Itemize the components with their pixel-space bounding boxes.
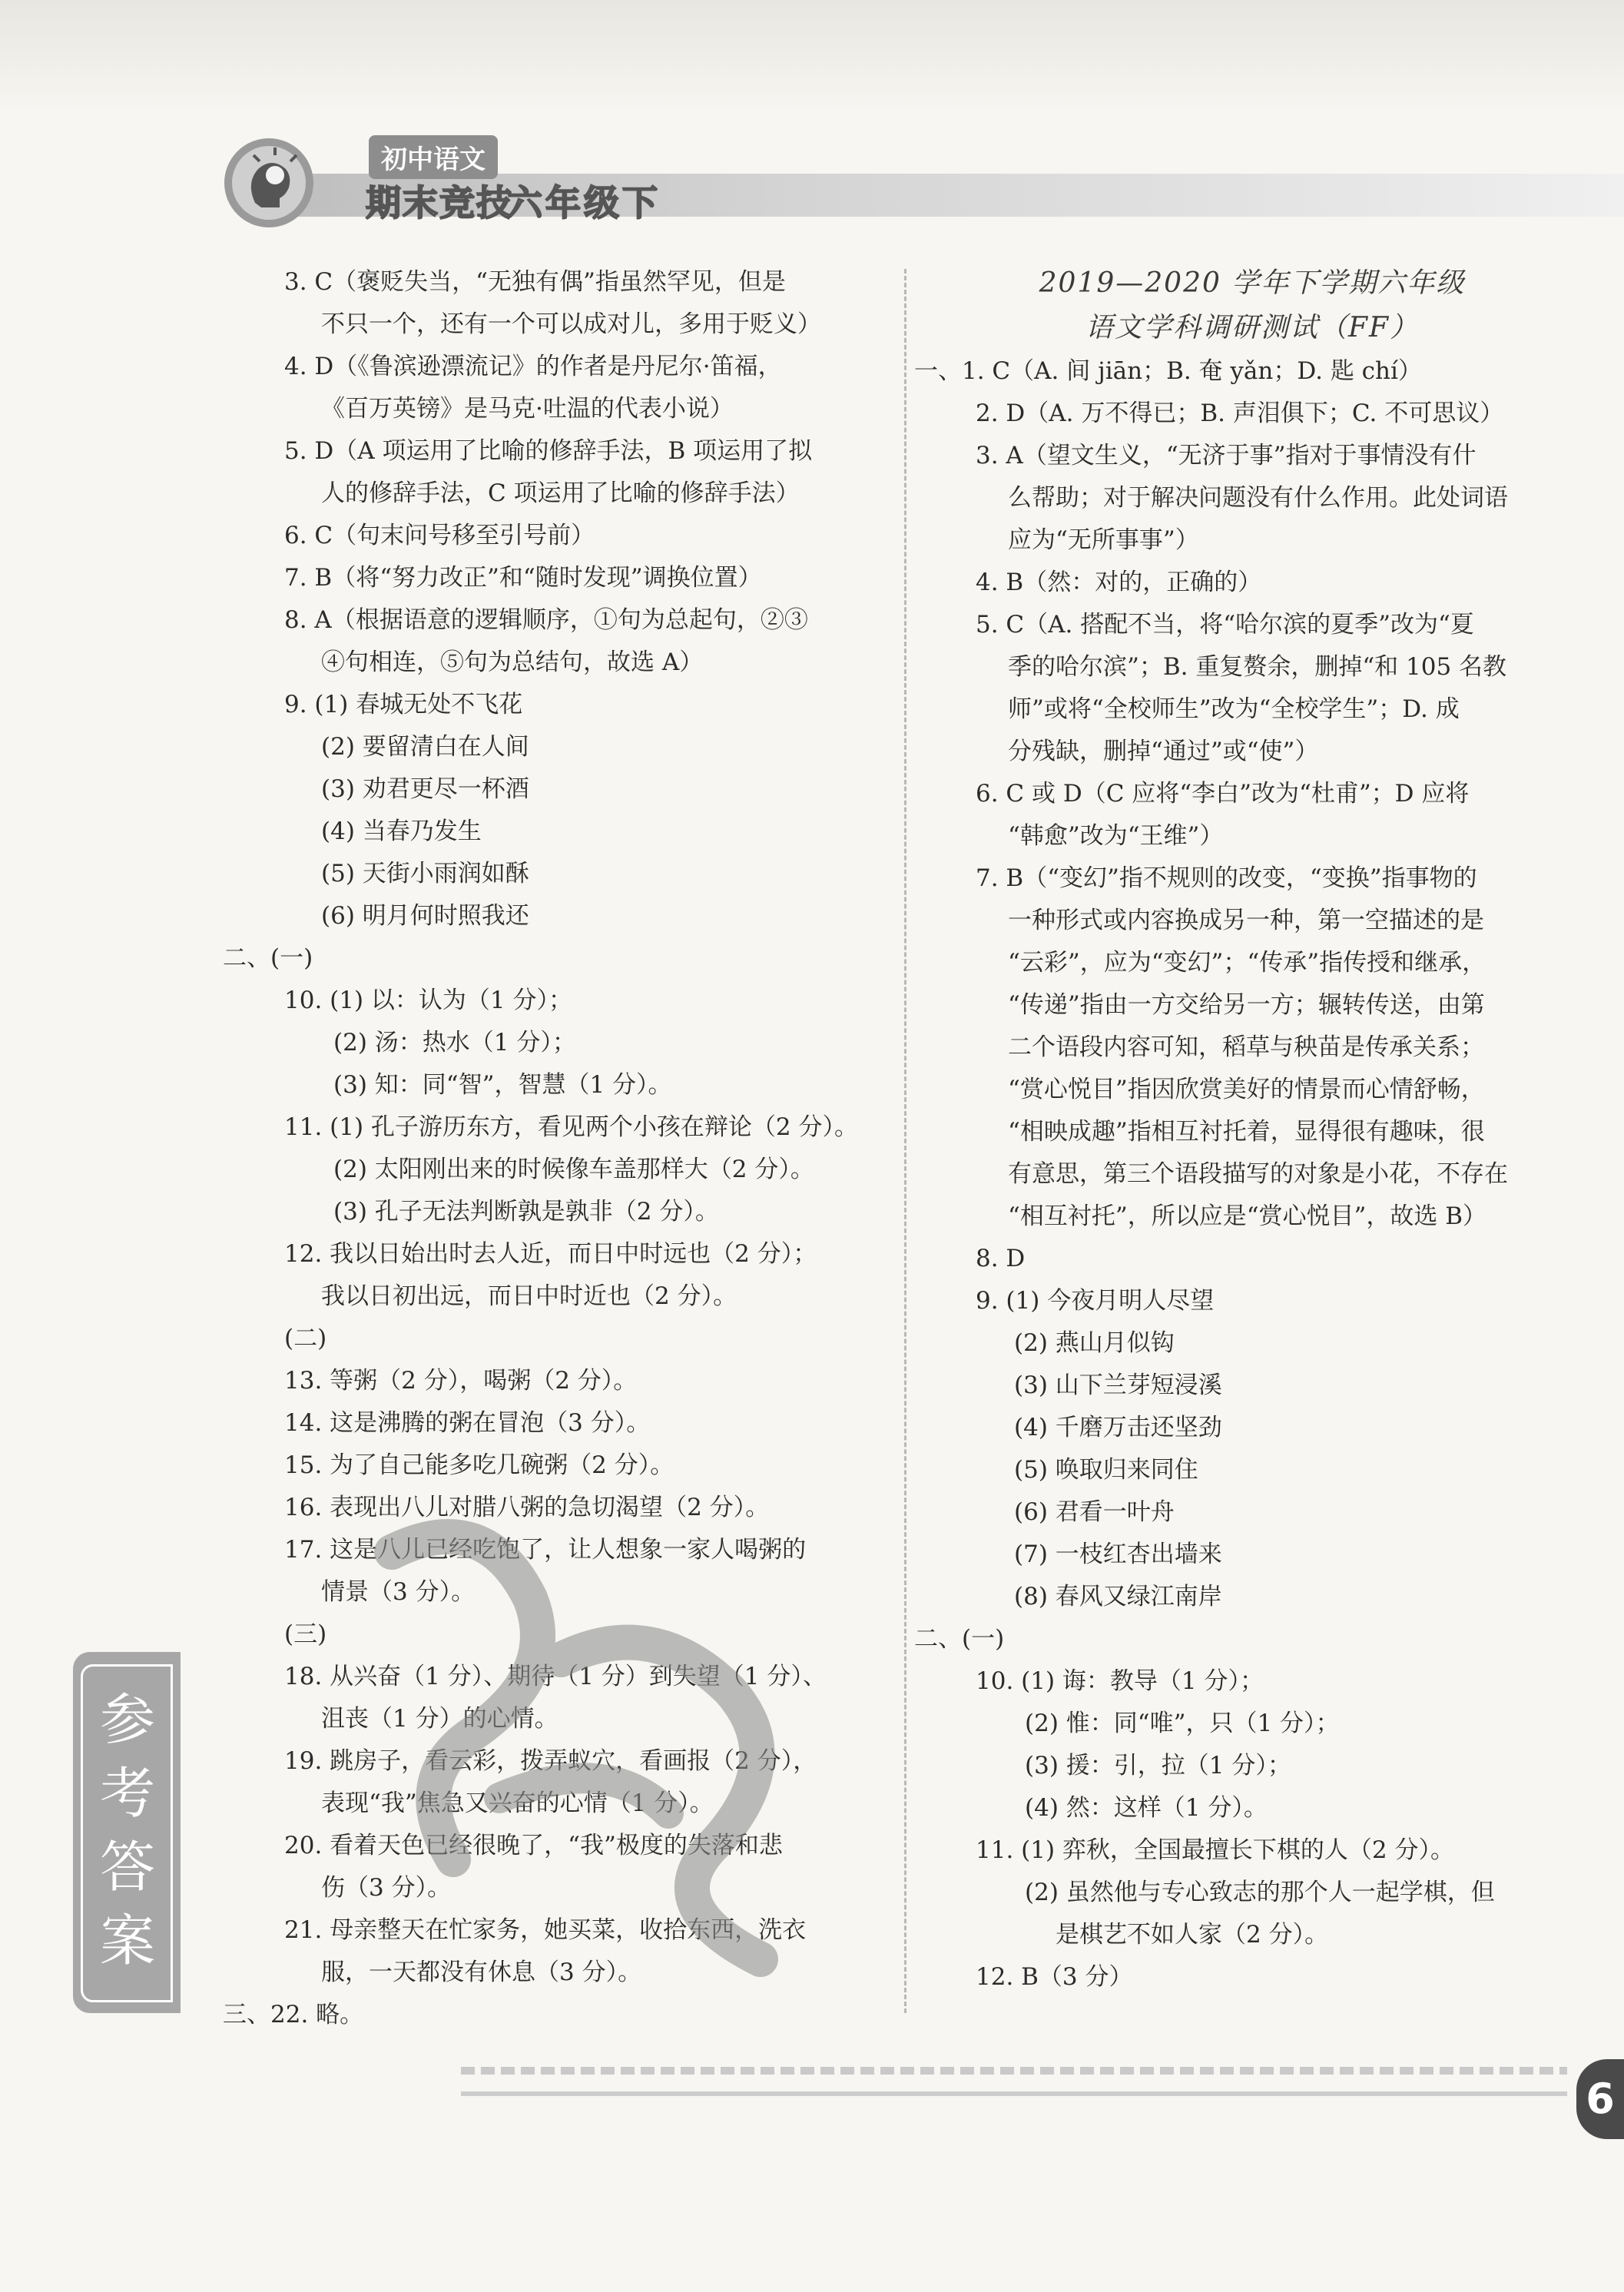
answer-line: (2) 虽然他与专心致志的那个人一起学棋，但 bbox=[1025, 1879, 1495, 1906]
answer-line: 人的修辞手法，C 项运用了比喻的修辞手法） bbox=[321, 479, 800, 507]
answer-line: 沮丧（1 分）的心情。 bbox=[321, 1705, 558, 1733]
answer-line: 12. 我以日始出时去人近，而日中时远也（2 分）； bbox=[284, 1240, 817, 1268]
answer-line: (8) 春风又绿江南岸 bbox=[1014, 1583, 1222, 1610]
answer-line: ④句相连，⑤句为总结句，故选 A） bbox=[321, 648, 704, 676]
answer-line: (7) 一枝红杏出墙来 bbox=[1014, 1541, 1222, 1568]
answer-line: (2) 要留清白在人间 bbox=[321, 733, 529, 761]
answer-line: 应为“无所事事”） bbox=[1008, 526, 1199, 554]
answer-line: 12. B（3 分） bbox=[976, 1963, 1133, 1991]
answer-line: 11. (1) 弈秋，全国最擅长下棋的人（2 分）。 bbox=[976, 1836, 1454, 1864]
answer-line: 9. (1) 今夜月明人尽望 bbox=[976, 1287, 1215, 1315]
answer-line: 一种形式或内容换成另一种，第一空描述的是 bbox=[1008, 907, 1484, 934]
answer-line: 7. B（“变幻”指不规则的改变，“变换”指事物的 bbox=[976, 864, 1477, 892]
answer-line: 4. B（然：对的，正确的） bbox=[976, 569, 1262, 596]
answer-line: 2. D（A. 万不得已；B. 声泪俱下；C. 不可思议） bbox=[976, 400, 1504, 427]
answer-line: “相互衬托”，所以应是“赏心悦目”，故选 B） bbox=[1008, 1202, 1487, 1230]
answer-line: 有意思，第三个语段描写的对象是小花，不存在 bbox=[1008, 1160, 1508, 1188]
answer-line: 20. 看着天色已经很晚了，“我”极度的失落和悲 bbox=[284, 1832, 783, 1859]
answer-line: 不只一个，还有一个可以成对儿，多用于贬义） bbox=[321, 310, 821, 338]
section-heading: 二、(一) bbox=[223, 944, 313, 972]
answer-line: 是棋艺不如人家（2 分）。 bbox=[1056, 1921, 1329, 1949]
answer-line: 《百万英镑》是马克·吐温的代表小说） bbox=[321, 395, 734, 423]
answer-line: 表现“我”焦急又兴奋的心情（1 分）。 bbox=[321, 1789, 714, 1817]
answer-line: 5. D（A 项运用了比喻的修辞手法，B 项运用了拟 bbox=[284, 437, 813, 465]
page-header bbox=[215, 129, 1624, 237]
answer-line: 9. (1) 春城无处不飞花 bbox=[284, 691, 523, 718]
answer-line: 3. A（望文生义，“无济于事”指对于事情没有什 bbox=[976, 442, 1477, 469]
answer-line: 6. C 或 D（C 应将“李白”改为“杜甫”；D 应将 bbox=[976, 780, 1470, 808]
answer-line: (2) 汤：热水（1 分）； bbox=[333, 1029, 576, 1056]
page-number: 6 bbox=[1576, 2059, 1624, 2139]
left-answer-column bbox=[223, 261, 868, 2036]
lightbulb-head-logo-icon bbox=[215, 129, 323, 237]
exam-title: 2019—2020 学年下学期六年级 bbox=[1039, 267, 1466, 299]
right-answer-column bbox=[914, 261, 1567, 1998]
answer-line: (5) 天街小雨润如酥 bbox=[321, 860, 529, 887]
answer-line: 15. 为了自己能多吃几碗粥（2 分）。 bbox=[284, 1451, 674, 1479]
answer-line: 16. 表现出八儿对腊八粥的急切渴望（2 分）。 bbox=[284, 1494, 770, 1521]
answer-line: 分残缺，删掉“通过”或“使”） bbox=[1008, 738, 1319, 765]
answer-line: 11. (1) 孔子游历东方，看见两个小孩在辩论（2 分）。 bbox=[284, 1113, 858, 1141]
answer-line: 5. C（A. 搭配不当，将“哈尔滨的夏季”改为“夏 bbox=[976, 611, 1474, 639]
answer-line: (3) 知：同“智”，智慧（1 分）。 bbox=[333, 1071, 672, 1099]
footer-dashed-rule bbox=[461, 2067, 1567, 2075]
answer-line: “韩愈”改为“王维”） bbox=[1008, 822, 1224, 850]
answer-line: 季的哈尔滨”；B. 重复赘余，删掉“和 105 名教 bbox=[1008, 653, 1507, 681]
answer-line: 10. (1) 以：认为（1 分）； bbox=[284, 987, 572, 1014]
answer-line: 14. 这是沸腾的粥在冒泡（3 分）。 bbox=[284, 1409, 651, 1437]
answer-line: (6) 明月何时照我还 bbox=[321, 902, 529, 930]
answer-line: 10. (1) 诲：教导（1 分）； bbox=[976, 1667, 1264, 1695]
answer-line: 17. 这是八儿已经吃饱了，让人想象一家人喝粥的 bbox=[284, 1536, 807, 1564]
answer-line: 我以日初出远，而日中时近也（2 分）。 bbox=[321, 1282, 737, 1310]
answer-line: 3. C（褒贬失当，“无独有偶”指虽然罕见，但是 bbox=[284, 268, 786, 296]
answer-line: (5) 唤取归来同住 bbox=[1014, 1456, 1198, 1484]
reference-answer-tab bbox=[73, 1652, 181, 2013]
answer-line: (4) 千磨万击还坚劲 bbox=[1014, 1414, 1222, 1441]
answer-line: 19. 跳房子，看云彩，拨弄蚁穴，看画报（2 分）， bbox=[284, 1747, 817, 1775]
answer-line: (3) 孔子无法判断孰是孰非（2 分）。 bbox=[333, 1198, 719, 1226]
section-heading: 三、22. 略。 bbox=[223, 2001, 364, 2028]
page-top-shadow bbox=[0, 0, 1624, 115]
answer-line: 情景（3 分）。 bbox=[321, 1578, 476, 1606]
section-heading: (二) bbox=[284, 1325, 327, 1352]
answer-line: 一、1. C（A. 间 jiān；B. 奄 yǎn；D. 匙 chí） bbox=[914, 357, 1422, 385]
answer-line: “传递”指由一方交给另一方；辗转传送，由第 bbox=[1008, 991, 1485, 1019]
column-divider bbox=[904, 269, 906, 2013]
answer-line: (3) 山下兰芽短浸溪 bbox=[1014, 1372, 1222, 1399]
answer-line: 6. C（句末问号移至引号前） bbox=[284, 522, 595, 549]
answer-line: 服，一天都没有休息（3 分）。 bbox=[321, 1959, 642, 1986]
answer-line: 8. D bbox=[976, 1245, 1026, 1272]
tab-label: 参 考 答 案 bbox=[99, 1687, 155, 1973]
answer-line: (2) 燕山月似钩 bbox=[1014, 1329, 1175, 1357]
answer-line: 13. 等粥（2 分），喝粥（2 分）。 bbox=[284, 1367, 638, 1395]
answer-line: “云彩”，应为“变幻”；“传承”指传授和继承， bbox=[1008, 949, 1486, 977]
answer-line: 7. B（将“努力改正”和“随时发现”调换位置） bbox=[284, 564, 762, 592]
header-grade: 六年级下 bbox=[507, 182, 661, 224]
answer-line: (2) 惟：同“唯”，只（1 分）； bbox=[1025, 1710, 1340, 1737]
answer-line: 二个语段内容可知，稻草与秧苗是传承关系； bbox=[1008, 1033, 1484, 1061]
answer-line: 21. 母亲整天在忙家务，她买菜，收拾东西，洗衣 bbox=[284, 1916, 807, 1944]
answer-line: “赏心悦目”指因欣赏美好的情景而心情舒畅， bbox=[1008, 1076, 1485, 1103]
header-series-brand: 期末竞技 bbox=[366, 182, 513, 224]
footer-rule bbox=[461, 2091, 1567, 2096]
answer-line: 么帮助；对于解决问题没有什么作用。此处词语 bbox=[1008, 484, 1508, 512]
answer-line: (4) 当春乃发生 bbox=[321, 818, 482, 845]
answer-line: “相映成趣”指相互衬托着，显得很有趣味，很 bbox=[1008, 1118, 1485, 1146]
answer-line: (3) 援：引，拉（1 分）； bbox=[1025, 1752, 1291, 1780]
answer-line: (2) 太阳刚出来的时候像车盖那样大（2 分）。 bbox=[333, 1156, 814, 1183]
answer-line: (3) 劝君更尽一杯酒 bbox=[321, 775, 529, 803]
section-heading: (三) bbox=[284, 1620, 327, 1648]
answer-line: (4) 然：这样（1 分）。 bbox=[1025, 1794, 1268, 1822]
header-series-small: 初中语文 bbox=[369, 135, 498, 179]
answer-line: 18. 从兴奋（1 分）、期待（1 分）到失望（1 分）、 bbox=[284, 1663, 827, 1690]
answer-line: 4. D（《鲁滨逊漂流记》的作者是丹尼尔·笛福， bbox=[284, 353, 782, 380]
section-heading: 二、(一) bbox=[914, 1625, 1005, 1653]
exam-subtitle: 语文学科调研测试（FF） bbox=[1085, 312, 1419, 343]
answer-line: (6) 君看一叶舟 bbox=[1014, 1498, 1175, 1526]
answer-line: 伤（3 分）。 bbox=[321, 1874, 452, 1902]
answer-line: 师”或将“全校师生”改为“全校学生”；D. 成 bbox=[1008, 695, 1460, 723]
answer-line: 8. A（根据语意的逻辑顺序，①句为总起句，②③ bbox=[284, 606, 808, 634]
